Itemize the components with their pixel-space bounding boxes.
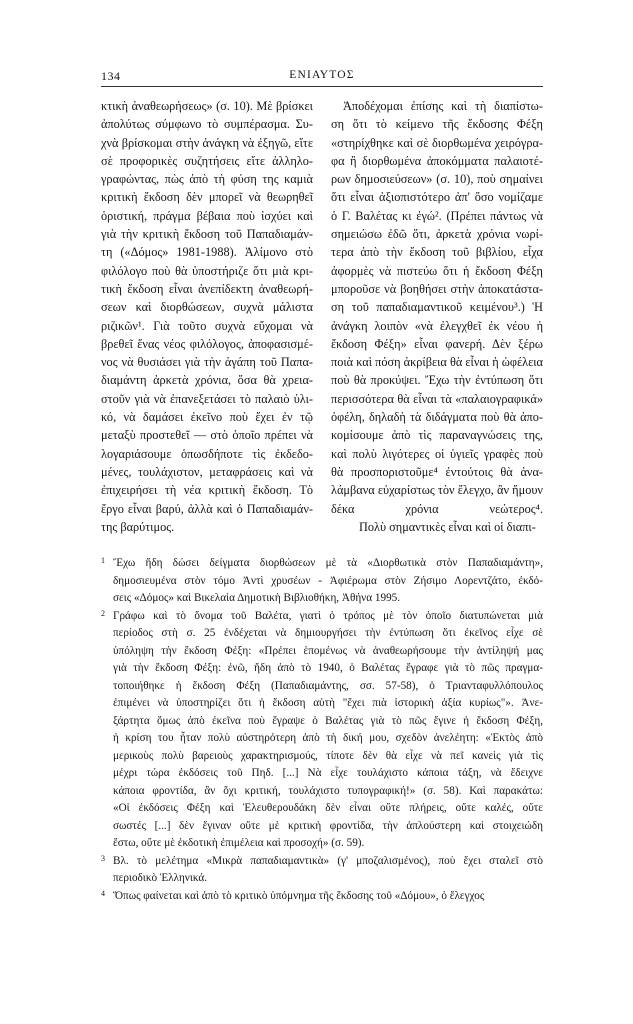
footnote-line: ἡ κρίση του ἦταν πολὺ αὐστηρότερη ἀπὸ τὴ δική μου, σχεδὸν ἀνελέητη: «Ἐκτὸς ἀπὸ [113, 732, 543, 744]
text-line: ἀνάγκη λοιπὸν «νὰ ἐλεγχθεῖ ἐκ νέου ἡ [331, 318, 543, 333]
text-line: φα ἢ διορθωμένα ἀποκόμματα παλαιοτέ- [331, 153, 543, 168]
text-line: ὅτι εἶναι ἀξιοπιστότερο ἀπ' ὅσο νομίζαμε [331, 190, 543, 205]
text-line: διαμάντη ἀρκετὰ χρόνια, ὅσα θὰ χρεια- [101, 373, 313, 388]
footnote [101, 853, 543, 888]
footnote-line: Βλ. τὸ μελέτημα «Μικρὰ παπαδιαμαντικὰ» (γ' μποζαλισμένος), ποὺ ἔχει σταλεῖ στὸ [113, 854, 543, 867]
text-line: μένες, τουλάχιστον, μεταφράσεις καὶ νὰ [101, 464, 313, 479]
footnote-line: μέχρι τώρα ἐκδόσεις τοῦ Πηδ. [...] Νὰ εἶχε τουλάχιστο κάποια τάξη, νὰ ἔδειχνε [113, 767, 543, 779]
footnote [101, 555, 543, 608]
text-line: περισσότερα θὰ εἶναι τὰ «παλαιογραφικά» [331, 391, 543, 406]
text-line: φιλόλογο ποὺ θὰ ὑποστήριζε ὅτι μιὰ κρι- [101, 263, 313, 278]
footnote-line: ὑπόληψη τὴν ἔκδοση Φέξη: «Πρέπει ἑπομένως νὰ ἀναθεωρήσουμε τὴν ἀντίληψή μας [113, 644, 543, 657]
text-line: Ἀποδέχομαι ἐπίσης καὶ τὴ διαπίστω- [343, 99, 543, 113]
text-line: ριζικῶν¹. Γιὰ τοῦτο συχνὰ εὔχομαι νὰ [101, 318, 313, 333]
footnote [101, 608, 543, 853]
text-line: ὁ Γ. Βαλέτας κι ἐγώ². (Πρέπει πάντως νὰ [331, 208, 543, 223]
text-line: χνὰ βρίσκομαι στὴν ἀνάγκη νὰ ἐξηγῶ, εἴτε [101, 135, 313, 150]
page-number: 134 [101, 69, 121, 83]
text-line: σὲ προφορικὲς συζητήσεις εἴτε ἀλληλο- [101, 153, 313, 168]
footnote-number: 1 [101, 556, 105, 565]
footnote-line: μερικοὺς πολὺ βαρειοὺς χαρακτηρισμούς, τίποτε δὲν θὰ εἶχε νὰ πεῖ κανεὶς γιὰ τὶς [113, 749, 543, 762]
footnote-line: περιοδικὸ Ἑλληνικά. [113, 872, 208, 884]
text-line: ποὺ θὰ προκύψει. Ἔχω τὴν ἐντύπωση ὅτι [331, 373, 543, 388]
running-title: ΕΝΙΑΥΤΟΣ [289, 69, 355, 81]
text-line: νος νὰ θυσιάσει γιὰ τὴν ἀγάπη τοῦ Παπα- [101, 355, 313, 370]
footnote-line: περίοδος στὴ σ. 25 ἐνδέχεται νὰ δημιουργήσει τὴν ἐντύπωση ὅτι ἐκεῖνος εἶχε σὲ [113, 627, 543, 639]
text-line: ση ὅτι τὸ κείμενο τῆς ἔκδοσης Φέξη [331, 117, 543, 132]
footnote [101, 888, 543, 906]
footnote-line: «Οἱ ἐκδόσεις Φέξη καὶ Ἐλευθερουδάκη δὲν εἶναι οὔτε πλήρεις, οὔτε καλές, οὔτε [113, 802, 543, 814]
footnote-line: Ὅπως φαίνεται καὶ ἀπὸ τὸ κριτικὸ ὑπόμνημα τῆς ἔκδοσης τοῦ «Δόμου», ὁ ἔλεγχος [113, 889, 485, 902]
text-line: κριτικὴ ἔκδοση δὲν μπορεῖ νὰ θεωρηθεῖ [101, 190, 313, 205]
text-line: τικὴ ἔκδοση εἶναι ἀνεπίδεκτη ἀναθεωρή- [101, 281, 313, 296]
text-line: σημειώσω ἐδῶ ὅτι, ἀρκετὰ χρόνια νωρί- [331, 227, 543, 242]
text-line: λογαριάσουμε ὁπωσδήποτε τὶς ἐκδεδο- [101, 446, 313, 461]
footnote-line: τοποιήθηκε ἡ ἔκδοση Φέξη (Παπαδιαμάντης, σσ. 57-58), ὁ Τριανταφυλλόπουλος [113, 679, 543, 692]
footnote-line: σεις «Δόμος» καὶ Βικελαία Δημοτικὴ Βιβλιοθήκη, Ἀθήνα 1995. [113, 592, 401, 604]
text-line: κτικὴ ἀναθεωρήσεως» (σ. 10). Μὲ βρίσκει [101, 99, 313, 113]
text-line: ἐπιχειρήσει τὴ νέα κριτικὴ ἔκδοση. Τὸ [101, 483, 313, 498]
text-line: δέκα χρόνια νεώτερος⁴. [331, 501, 543, 516]
text-line: «στηρίχθηκε καὶ σὲ διορθωμένα χειρόγρα- [331, 135, 543, 150]
text-line: μεταξὺ προστεθεῖ — στὸ ὁποῖο πρέπει νὰ [101, 428, 313, 443]
footnote-line: γιὰ τὴν ἔκδοση Φέξη: ἐνῶ, ἤδη ἀπὸ τὸ 1940, ὁ Βαλέτας ἔγραφε γιὰ τὸ πῶς πραγμα- [113, 662, 543, 674]
footnote-line: σωστές [...] δὲν ἔγιναν οὔτε μὲ κριτικὴ φροντίδα, τὴν ἁπλούστερη καὶ στοιχειώδη [113, 819, 543, 832]
footnote-line: κάποια φροντίδα, ἂν ὄχι κριτική, τουλάχιστο τυπογραφική!» (σ. 58). Καὶ παρακάτω: [113, 784, 543, 797]
text-line: στοῦν γιὰ νὰ ἐπανεξετάσει τὸ παλαιὸ ὑλι- [101, 391, 313, 406]
text-line: Πολὺ σημαντικὲς εἶναι καὶ οἱ διαπι- [359, 519, 536, 534]
text-line: κομίσουμε ἀπὸ τὶς παραναγνώσεις της, [331, 428, 543, 443]
left-text-column [101, 97, 313, 536]
right-text-column [331, 97, 543, 536]
text-line: θὰ προσποριστοῦμε⁴ ἐντούτοις θὰ ἀνα- [331, 464, 543, 479]
header-rule [101, 86, 543, 87]
footnote-line: Ἔχω ἤδη δώσει δείγματα διορθώσεων μὲ τὰ «Διορθωτικὰ στὸν Παπαδιαμάντη», [113, 557, 543, 569]
text-line: ποιὰ καὶ πόση ἀκρίβεια θὰ εἶναι ἡ ὠφέλεια [331, 355, 543, 370]
footnote-line: δημοσιευμένα στὸν τόμο Ἀντὶ χρυσέων - Ἀφιέρωμα στὸν Ζήσιμο Λορεντζάτο, ἐκδό- [113, 574, 543, 587]
text-line: ἀπολύτως σύμφωνο τὸ συμπέρασμα. Συ- [101, 117, 313, 132]
text-line: γραφώντας, πὼς ἀπὸ τὴ φύση της καμιὰ [101, 172, 313, 187]
text-line: ὁριστική, πράγμα βέβαια ποὺ ἰσχύει καὶ [101, 208, 313, 223]
text-line: τη («Δόμος» 1981-1988). Ἀλίμονο στὸ [101, 245, 313, 260]
footnote-line: ἔστω, οὔτε μὲ ἐκδοτικὴ ἐπιμέλεια καὶ προσοχή» (σ. 59). [113, 837, 365, 849]
text-line: γιὰ τὴν κριτικὴ ἔκδοση τοῦ Παπαδιαμάν- [101, 227, 313, 242]
footnote-line: ξάρτητα ὅμως ἀπὸ ἐκεῖνα ποὺ ἔγραψε ὁ Βαλέτας γιὰ τὸ πῶς ἔγινε ἡ ἔκδοση Φέξη, [113, 714, 543, 727]
text-line: ἔκδοση Φέξη» εἶναι φανερή. Δὲν ξέρω [331, 336, 543, 351]
text-line: τερα ἀπὸ τὴν ἔκδοση τοῦ βιβλίου, εἶχα [331, 245, 543, 260]
text-line: κό, νὰ δαμάσει ἐκεῖνο ποὺ ἔχει ἐν τῷ [101, 410, 313, 425]
footnotes-section [101, 555, 543, 905]
footnote-number: 2 [101, 608, 105, 618]
text-line: ἔργο εἶναι βαρύ, ἀλλὰ καὶ ὁ Παπαδιαμάν- [101, 501, 313, 516]
text-line: ὀφέλη, δηλαδὴ τὰ διδάγματα ποὺ θὰ ἀπο- [331, 410, 543, 425]
text-line: λάμβανα εὐχαρίστως τὸν ἔλεγχο, ἂν ἤμουν [331, 483, 543, 498]
text-line: σεων καὶ διορθώσεων, συχνὰ μάλιστα [101, 300, 313, 315]
footnote-line: ἐπιμένει νὰ ὑποστηρίζει ὅτι ἡ ἔκδοση αὐτὴ "ἔχει πιὰ ἱστορικὴ ἀξία κυρίως"». Ἀνε- [113, 697, 543, 709]
text-line: καὶ πολὺ λιγότερες οἱ ὑγιεῖς γραφὲς ποὺ [331, 446, 543, 461]
text-line: ρων δημοσιεύσεων» (σ. 10), ποὺ σημαίνει [331, 172, 543, 187]
text-line: μποροῦσε νὰ βοηθήσει στὴν ἀποκατάστα- [331, 281, 543, 296]
text-line: της βαρύτιμος. [101, 519, 175, 534]
footnote-line: Γράφω καὶ τὸ ὄνομα τοῦ Βαλέτα, γιατὶ ὁ τρόπος μὲ τὸν ὁποῖο διατυπώνεται μιὰ [113, 609, 543, 622]
text-line: βρεθεῖ ἕνας νέος φιλόλογος, ἀποφασισμέ- [101, 336, 313, 351]
text-line: ση τοῦ παπαδιαμαντικοῦ κειμένου³.) Ἡ [331, 300, 543, 315]
text-line: ἀφορμὲς νὰ πιστεύω ὅτι ἡ ἔκδοση Φέξη [331, 263, 543, 278]
footnote-number: 4 [101, 888, 105, 898]
footnote-number: 3 [101, 853, 105, 863]
